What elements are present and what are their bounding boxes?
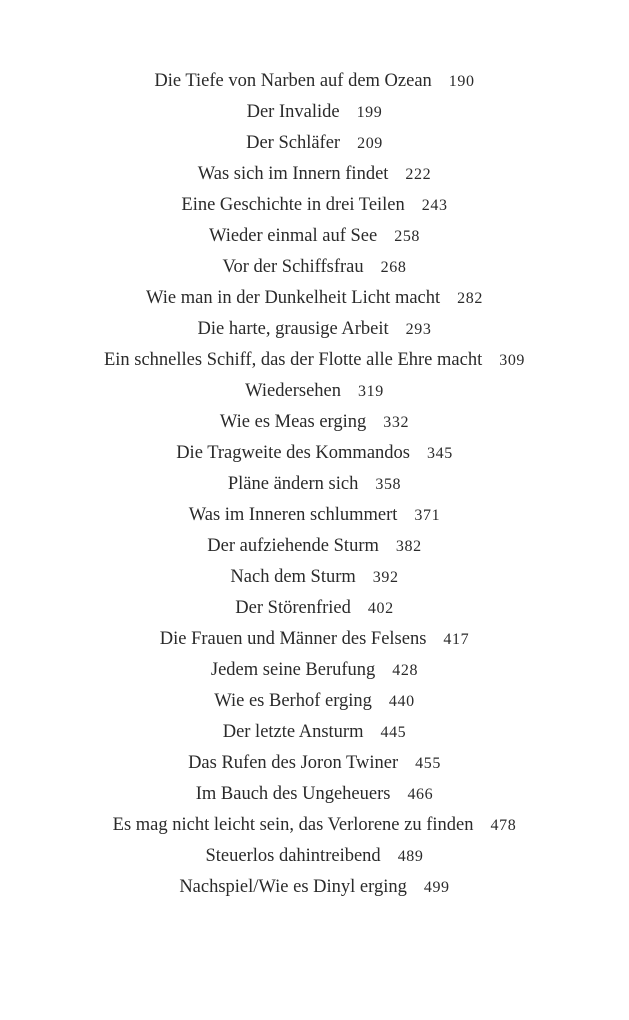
toc-entry bbox=[0, 562, 629, 593]
toc-entry-page-number: 319 bbox=[358, 383, 384, 400]
toc-entry-title: Nach dem Sturm bbox=[230, 567, 356, 587]
toc-entry bbox=[0, 438, 629, 469]
toc-entry-page-number: 489 bbox=[397, 848, 424, 865]
toc-entry bbox=[0, 469, 629, 500]
toc-entry-page-number: 466 bbox=[407, 786, 434, 803]
toc-entry-title: Der letzte Ansturm bbox=[222, 722, 364, 742]
toc-entry bbox=[0, 376, 629, 407]
toc-entry-title: Was sich im Innern findet bbox=[197, 164, 389, 184]
toc-entry bbox=[0, 159, 629, 190]
toc-entry-title: Der Schläfer bbox=[246, 133, 341, 153]
toc-entry-title: Die Frauen und Männer des Felsens bbox=[159, 629, 427, 649]
toc-entry bbox=[0, 128, 629, 159]
toc-entry-page-number: 243 bbox=[421, 197, 448, 214]
toc-entry-title: Wiedersehen bbox=[245, 381, 341, 401]
toc-entry bbox=[0, 345, 629, 376]
toc-entry-page-number: 440 bbox=[388, 693, 415, 710]
toc-entry-page-number: 293 bbox=[405, 321, 432, 338]
toc-entry-title: Wie es Meas erging bbox=[219, 412, 367, 432]
toc-entry-title: Die harte, grausige Arbeit bbox=[197, 319, 389, 339]
toc-entry-title: Die Tiefe von Narben auf dem Ozean bbox=[154, 71, 432, 91]
toc-entry-title: Pläne ändern sich bbox=[227, 474, 359, 494]
toc-entry bbox=[0, 593, 629, 624]
toc-entry bbox=[0, 314, 629, 345]
toc-entry-title: Im Bauch des Ungeheuers bbox=[195, 784, 391, 804]
toc-entry bbox=[0, 686, 629, 717]
toc-entry bbox=[0, 810, 629, 841]
table-of-contents bbox=[0, 66, 629, 903]
toc-entry-title: Wie man in der Dunkelheit Licht macht bbox=[146, 288, 441, 308]
toc-entry-page-number: 268 bbox=[380, 259, 407, 276]
toc-entry-page-number: 190 bbox=[448, 73, 475, 90]
toc-entry-page-number: 455 bbox=[415, 755, 441, 772]
toc-entry-page-number: 332 bbox=[383, 414, 410, 431]
toc-entry bbox=[0, 97, 629, 128]
toc-entry bbox=[0, 841, 629, 872]
toc-entry bbox=[0, 221, 629, 252]
toc-entry-page-number: 309 bbox=[499, 352, 526, 369]
toc-entry bbox=[0, 748, 629, 779]
toc-entry-page-number: 478 bbox=[490, 817, 517, 834]
toc-entry bbox=[0, 500, 629, 531]
toc-entry-page-number: 382 bbox=[395, 538, 422, 555]
toc-entry-page-number: 392 bbox=[372, 569, 399, 586]
toc-entry bbox=[0, 66, 629, 97]
toc-entry-page-number: 417 bbox=[443, 631, 470, 648]
toc-entry bbox=[0, 283, 629, 314]
toc-entry-title: Was im Inneren schlummert bbox=[188, 505, 398, 525]
toc-entry bbox=[0, 531, 629, 562]
toc-entry-page-number: 282 bbox=[457, 290, 483, 307]
toc-entry bbox=[0, 872, 629, 903]
toc-entry-title: Eine Geschichte in drei Teilen bbox=[181, 195, 405, 215]
toc-entry-page-number: 499 bbox=[423, 879, 450, 896]
toc-entry-title: Jedem seine Berufung bbox=[210, 660, 376, 680]
toc-entry-title: Der aufziehende Sturm bbox=[207, 536, 379, 556]
toc-entry-title: Ein schnelles Schiff, das der Flotte alle Ehre macht bbox=[103, 350, 483, 370]
toc-entry-title: Wieder einmal auf See bbox=[208, 226, 378, 246]
toc-entry bbox=[0, 717, 629, 748]
toc-entry-title: Der Invalide bbox=[246, 102, 340, 122]
toc-entry bbox=[0, 624, 629, 655]
toc-entry bbox=[0, 407, 629, 438]
toc-entry bbox=[0, 252, 629, 283]
toc-entry-title: Vor der Schiffsfrau bbox=[222, 257, 364, 277]
toc-entry-page-number: 371 bbox=[414, 507, 441, 524]
toc-entry-page-number: 402 bbox=[367, 600, 394, 617]
toc-entry-title: Das Rufen des Joron Twiner bbox=[188, 753, 399, 773]
toc-entry-page-number: 358 bbox=[375, 476, 402, 493]
toc-entry-title: Steuerlos dahintreibend bbox=[205, 846, 381, 866]
toc-entry-page-number: 209 bbox=[357, 135, 383, 152]
toc-entry-title: Es mag nicht leicht sein, das Verlorene zu finden bbox=[112, 815, 474, 835]
toc-entry bbox=[0, 190, 629, 221]
toc-entry-title: Nachspiel/Wie es Dinyl erging bbox=[179, 877, 407, 897]
toc-entry-page-number: 199 bbox=[356, 104, 383, 121]
toc-entry-page-number: 222 bbox=[405, 166, 432, 183]
toc-entry bbox=[0, 655, 629, 686]
toc-entry-page-number: 345 bbox=[427, 445, 453, 462]
toc-entry-page-number: 445 bbox=[380, 724, 407, 741]
toc-entry-page-number: 258 bbox=[394, 228, 421, 245]
toc-entry-title: Die Tragweite des Kommandos bbox=[176, 443, 410, 463]
toc-entry-page-number: 428 bbox=[392, 662, 419, 679]
toc-entry-title: Der Störenfried bbox=[235, 598, 351, 618]
toc-entry bbox=[0, 779, 629, 810]
toc-entry-title: Wie es Berhof erging bbox=[214, 691, 372, 711]
